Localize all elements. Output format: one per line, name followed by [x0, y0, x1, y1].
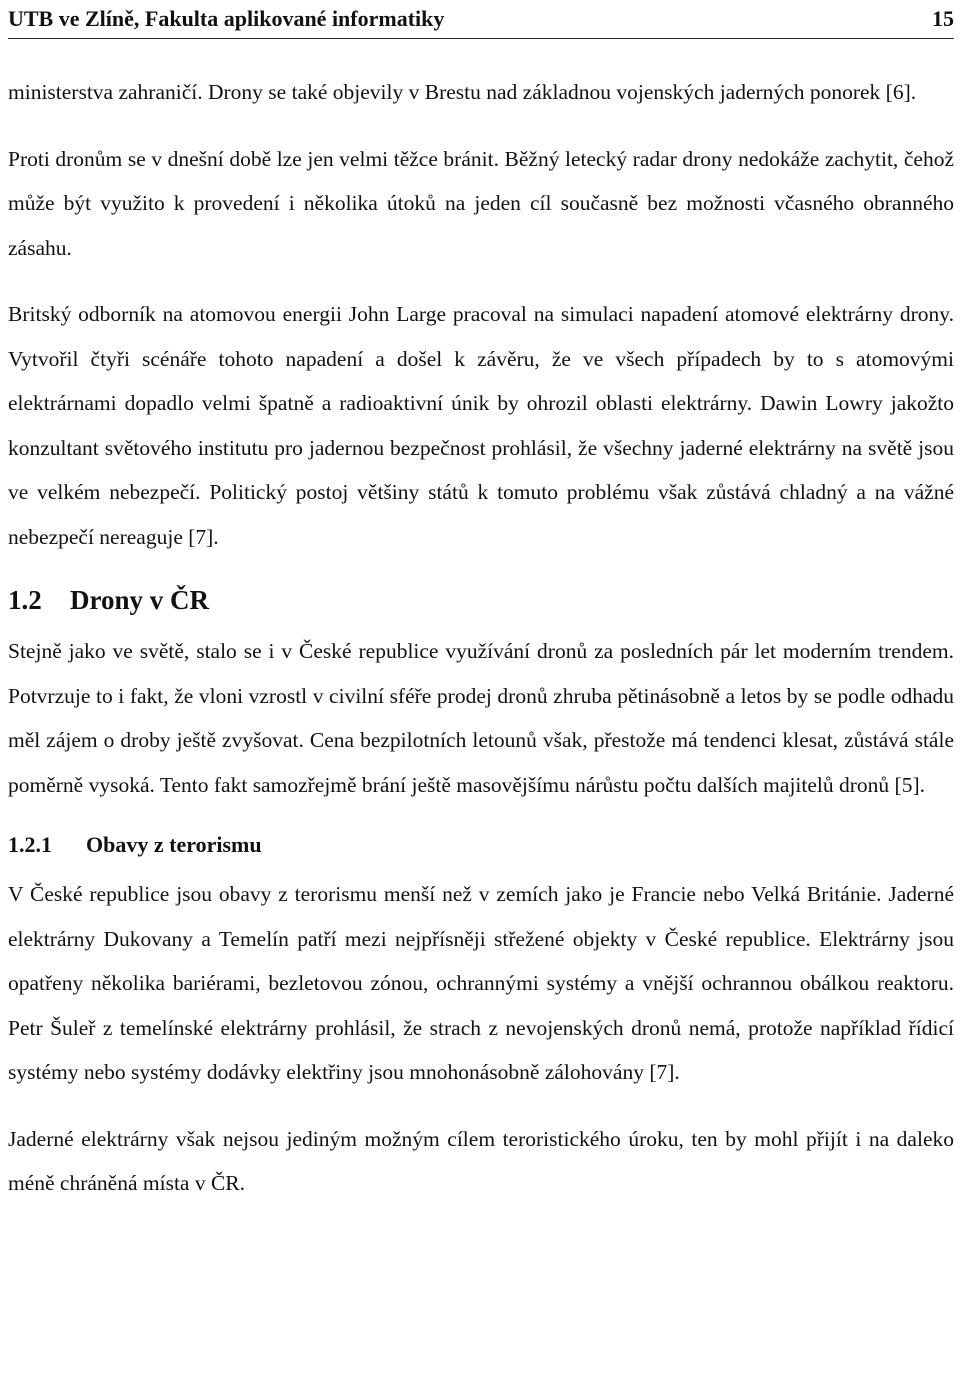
body-paragraph: Proti dronům se v dnešní době lze jen velmi těžce bránit. Běžný letecký radar drony nedokáže zachytit, čehož může být využito k provedení i několika útoků na jeden cíl současně bez možnosti včasného obranného zásahu. [8, 146, 954, 260]
section-title: Drony v ČR [70, 585, 210, 615]
page-number: 15 [932, 6, 954, 31]
page-header [8, 0, 954, 39]
header-title: UTB ve Zlíně, Fakulta aplikované informatiky [8, 6, 445, 31]
body-paragraph: ministerstva zahraničí. Drony se také objevily v Brestu nad základnou vojenských jaderných ponorek [6]. [8, 80, 917, 104]
subsection-heading [8, 829, 954, 861]
body-paragraph: Jaderné elektrárny však nejsou jediným možným cílem teroristického úroku, ten by mohl přijít i na daleko méně chráněná místa v ČR. [8, 1126, 954, 1195]
page-body [8, 70, 954, 1228]
section-number: 1.2 [8, 585, 42, 615]
subsection-number: 1.2.1 [8, 832, 52, 857]
body-paragraph: V České republice jsou obavy z terorismu menší než v zemích jako je Francie nebo Velká Británie. Jaderné elektrárny Dukovany a Temelín patří mezi nejpřísněji střežené objekty v České republice. Elektrárny jsou opatřeny několika bariérami, bezletovou zónou, ochrannými systémy a vnější ochrannou obálkou reaktoru. Petr Šuleř z temelínské elektrárny prohlásil, že strach z nevojenských dronů nemá, protože například řídicí systémy nebo systémy dodávky elektřiny jsou mnohonásobně zálohovány [7]. [8, 882, 954, 1084]
body-paragraph: Britský odborník na atomovou energii John Large pracoval na simulaci napadení atomové elektrárny drony. Vytvořil čtyři scénáře tohoto napadení a došel k závěru, že ve všech případech by to s atomovými elektrárnami dopadlo velmi špatně a radioaktivní únik by ohrozil oblasti elektrárny. Dawin Lowry jakožto konzultant světového institutu pro jadernou bezpečnost prohlásil, že všechny jaderné elektrárny na světě jsou ve velkém nebezpečí. Politický postoj většiny států k tomuto problému však zůstává chladný a na vážné nebezpečí nereaguje [7]. [8, 302, 954, 549]
subsection-title: Obavy z terorismu [86, 832, 262, 857]
section-heading [8, 581, 954, 619]
body-paragraph: Stejně jako ve světě, stalo se i v České republice využívání dronů za posledních pár let moderním trendem. Potvrzuje to i fakt, že vloni vzrostl v civilní sféře prodej dronů zhruba pětinásobně a letos by se podle odhadu měl zájem o droby ještě zvyšovat. Cena bezpilotních letounů však, přestože má tendenci klesat, zůstává stále poměrně vysoká. Tento fakt samozřejmě brání ještě masovějšímu nárůstu počtu dalších majitelů dronů [5]. [8, 639, 954, 797]
